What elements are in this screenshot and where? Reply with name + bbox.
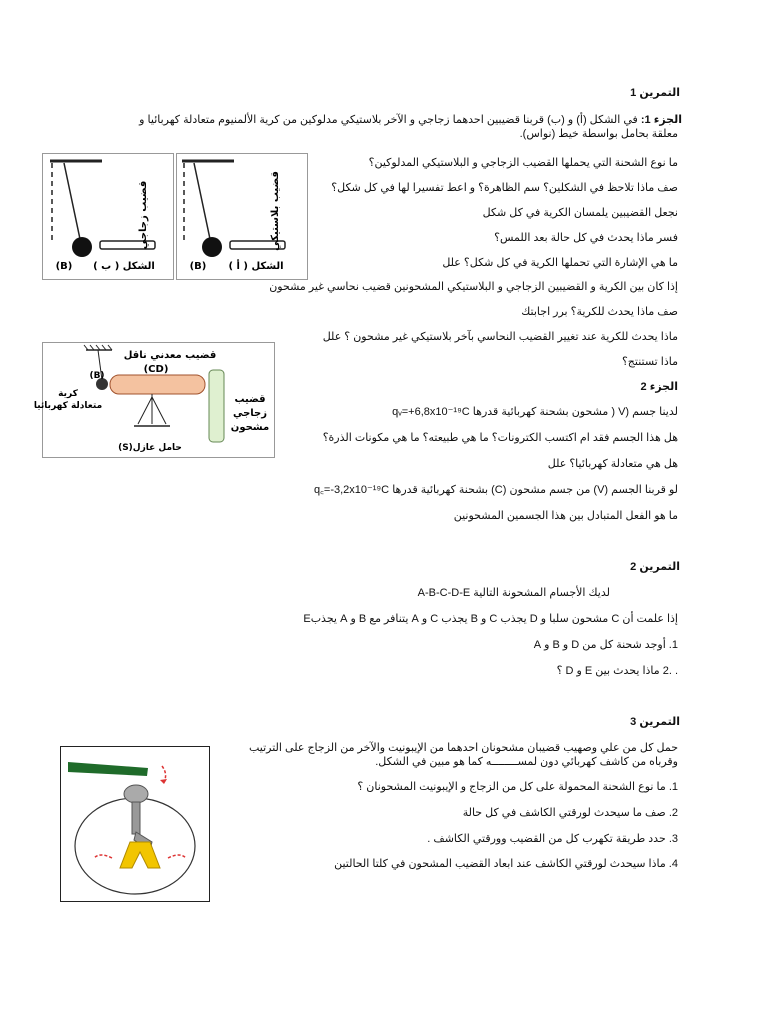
ex1-part2-line1 <box>392 406 678 419</box>
ex1-part2-line3: هل هي متعادلة كهربائيا؟ علل <box>547 458 678 470</box>
ex3-question-2: 2. صف ما سيحدث لورقتي الكاشف في كل حالة <box>462 807 678 819</box>
metal-rod-label: قضيب معدني ناقل <box>123 350 217 361</box>
ex1-p2d-text: لو قربنا الجسم (V) من جسم مشحون (C) بشحنة كهربائية قدرها <box>392 484 678 496</box>
ball-label-a: (B) <box>189 261 207 272</box>
ex1-part1-line2: معلقة بحامل بواسطة خيط (نواس). <box>519 128 678 140</box>
ex1-question-9: ماذا تستنتج؟ <box>621 356 678 368</box>
insulating-stand-label: حامل عازل(S) <box>118 443 182 453</box>
glass-rod-label-1: قضيب <box>234 394 266 405</box>
ball-label-b: (B) <box>55 261 73 272</box>
metal-rod-cd-label: (CD) <box>143 364 169 375</box>
pendulum-ball-a <box>202 237 222 257</box>
ex3-intro-1: حمل كل من علي وصهيب قضيبان مشحونان احدهما من الإيبونيت والآخر من الزجاج على الترتيب <box>248 742 678 754</box>
ex1-p2a-text: لدينا جسم (V ( مشحون بشحنة كهربائية قدرها <box>472 406 678 418</box>
ex1-part2-line2: هل هذا الجسم فقد ام اكتسب الكترونات؟ ما هي طبيعته؟ ما هي مكونات الذرة؟ <box>322 432 678 444</box>
exercise-3-title: التمرين 3 <box>630 716 680 728</box>
pendulum-ball-b <box>72 237 92 257</box>
glass-rod-label-2: زجاجي <box>232 408 268 419</box>
figure-b-caption: الشكل ( ب ) <box>93 261 155 272</box>
ex2-line2: إذا علمت أن C مشحون سلبا و D يجذب C و B يجذب C و A يتنافر مع B و A يجذبE <box>303 613 678 625</box>
glass-rod-label-3: مشحون <box>230 422 270 433</box>
electroscope-knob <box>124 785 148 803</box>
exercise-1-title: التمرين 1 <box>630 87 680 99</box>
metal-rod <box>110 375 205 394</box>
ex1-question-4: فسر ماذا يحدث في كل حالة بعد اللمس؟ <box>494 232 678 244</box>
charged-glass-rod <box>209 370 224 442</box>
ex2-line4: . .2 ماذا يحدث بين E و D ؟ <box>556 665 678 677</box>
charge-c-equation: q꜀=-3,2x10⁻¹⁹C <box>313 484 390 496</box>
electroscope-figure <box>60 746 210 902</box>
ex1-question-2: صف ماذا تلاحظ في الشكلين؟ سم الظاهرة؟ و اعط تفسيرا لها في كل شكل؟ <box>331 182 678 194</box>
ex1-part1-text: في الشكل (أ) و (ب) قربنا قضيبين احدهما زجاجي و الآخر بلاستيكي مدلوكين من كرية الألمنيوم متعادلة كهربائيا و <box>139 114 638 126</box>
ex3-question-3: 3. حدد طريقة تكهرب كل من القضيب وورقتي الكاشف . <box>427 833 678 845</box>
ex1-question-3: نجعل القضيبين يلمسان الكرية في كل شكل <box>482 207 678 219</box>
ex2-line3: 1. أوجد شحنة كل من D و B و A <box>533 639 678 651</box>
ex3-question-1: 1. ما نوع الشحنة المحمولة على كل من الزجاج و الإيبونيت المشحونان ؟ <box>357 781 678 793</box>
ex1-question-6: إذا كان بين الكرية و القضيبين الزجاجي و البلاستيكي المشحونين قضيب نحاسي غير مشحون <box>269 281 678 293</box>
ex1-question-1: ما نوع الشحنة التي يحملها القضيب الزجاجي و البلاستيكي المدلوكين؟ <box>368 157 678 169</box>
fig2-ball-letter: (B) <box>89 371 105 381</box>
ex1-part1-label: الجزء 1: <box>640 114 682 126</box>
ex2-line1: لديك الأجسام المشحونة التالية A-B-C-D-E <box>417 587 610 599</box>
figure-a-caption: الشكل ( أ ) <box>228 261 284 272</box>
ex1-part2-label: الجزء 2 <box>640 381 678 393</box>
plastic-rod-label: قضيب بلاستيكي <box>270 171 281 251</box>
charge-v-equation: qᵥ=+6,8x10⁻¹⁹C <box>392 406 470 418</box>
ex1-part2-line4 <box>314 484 678 497</box>
figure-a-panel <box>177 154 308 280</box>
figure-b-panel <box>43 154 174 280</box>
ex1-part2-line5: ما هو الفعل المتبادل بين هذا الجسمين المشحونين <box>453 510 678 522</box>
exercise-2-title: التمرين 2 <box>630 561 680 573</box>
ex3-question-4: 4. ماذا سيحدث لورقتي الكاشف عند ابعاد القضيب المشحون في كلتا الحالتين <box>334 858 678 870</box>
ex1-part1-line1 <box>139 114 682 127</box>
fig2-ball-label-2: متعادلة كهربائيا <box>33 401 103 411</box>
ex1-question-8: ماذا يحدث للكرية عند تغيير القضيب النحاسي بآخر بلاستيكي غير مشحون ؟ علل <box>322 331 678 343</box>
ex1-question-7: صف ماذا يحدث للكرية؟ برر اجابتك <box>521 306 678 318</box>
ex3-intro-2: وقرباه من كاشف كهربائي دون لمســــــــه كما هو مبين في الشكل. <box>375 756 678 768</box>
pendulum-figures <box>42 153 308 280</box>
glass-rod-label: قضيب زجاجي <box>138 180 149 250</box>
conductor-rod-figure <box>33 342 275 458</box>
fig2-ball-label-1: كرية <box>58 389 78 399</box>
ex1-question-5: ما هي الإشارة التي تحملها الكرية في كل شكل؟ علل <box>442 257 678 269</box>
